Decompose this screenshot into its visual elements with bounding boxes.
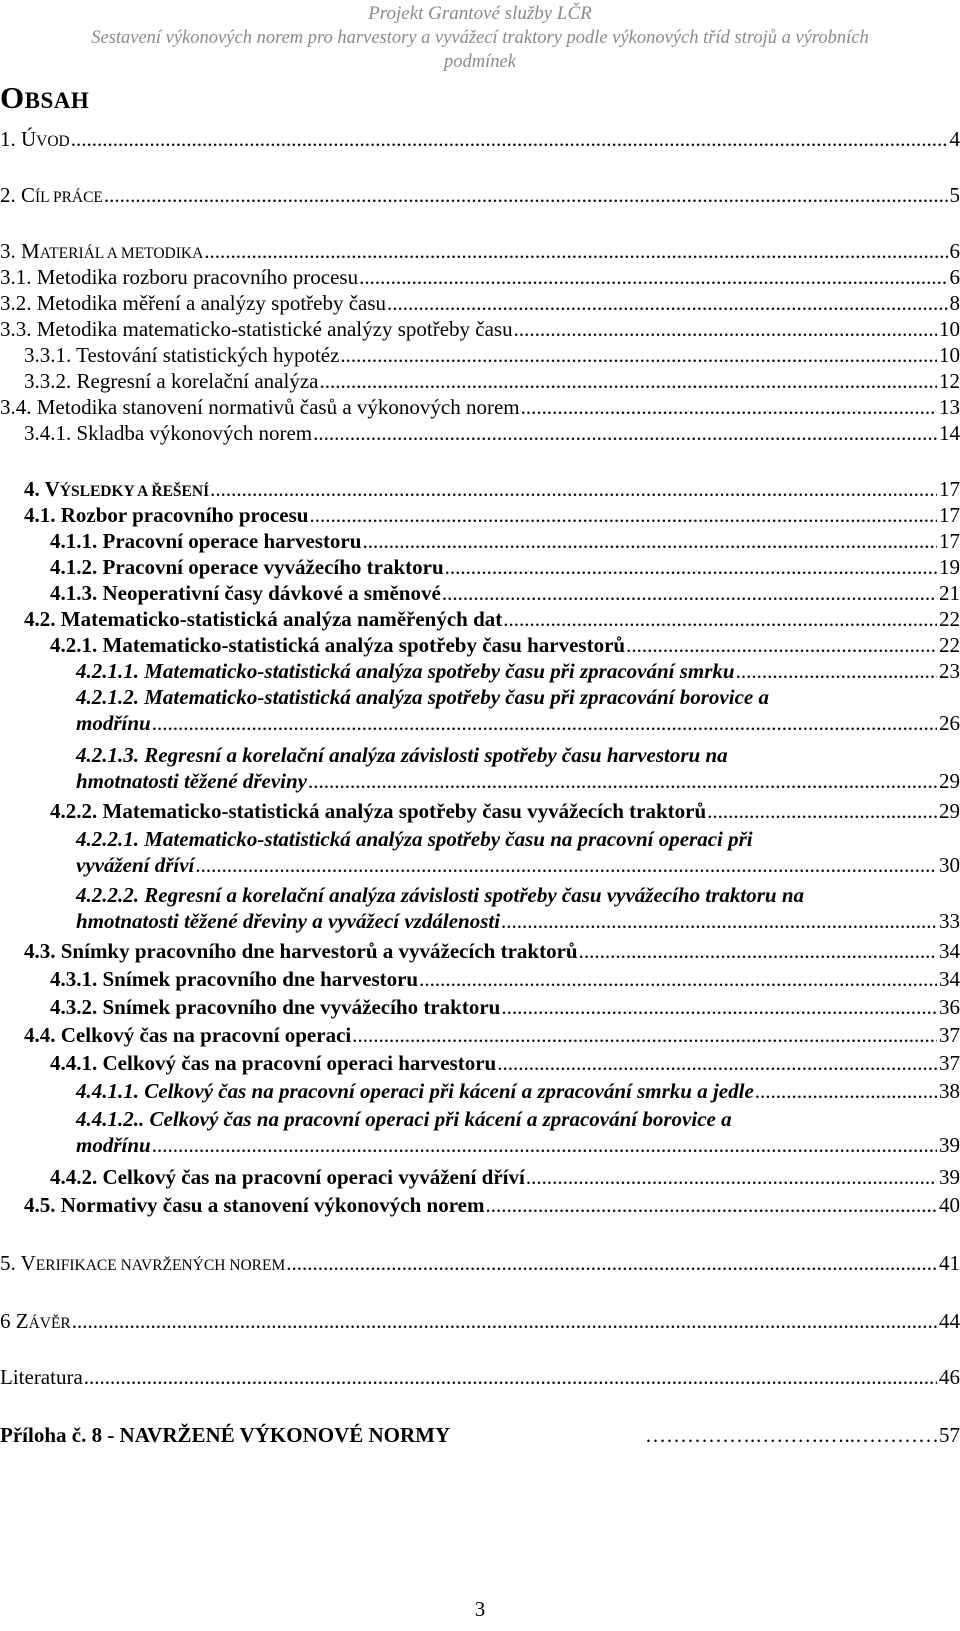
toc-entry-vysledky[interactable]: 4. VÝSLEDKY A ŘEŠENÍ ..... 17 — [0, 476, 960, 505]
toc-entry-4-1-1[interactable]: 4.1.1. Pracovní operace harvestoru ..... 17 — [0, 528, 960, 554]
page-number: 3 — [474, 1597, 486, 1621]
toc-entry-4-2-1-1[interactable]: 4.2.1.1. Matematicko-statistická analýza spotřeby času při zpracování smrku ..... 23 — [0, 658, 960, 684]
toc-entry-4-1-2[interactable]: 4.1.2. Pracovní operace vyvážecího traktoru ..... 19 — [0, 554, 960, 580]
toc-entry-3-3[interactable]: 3.3. Metodika matematicko-statistické analýzy spotřeby času ..... 10 — [0, 316, 960, 342]
toc-entry-4-2-2-2[interactable]: 4.2.2.2. Regresní a korelační analýza závislosti spotřeby času vyvážecího traktoru na hmotnatosti těžené dřeviny a vyvážecí vzdálenosti ..... 33 — [0, 882, 960, 934]
toc-page-number: 5 — [949, 183, 960, 207]
toc-entry-3-4[interactable]: 3.4. Metodika stanovení normativů časů a výkonových norem ..... 13 — [0, 394, 960, 420]
toc-entry-3-1[interactable]: 3.1. Metodika rozboru pracovního procesu ..... 6 — [0, 264, 960, 290]
toc-entry-3-2[interactable]: 3.2. Metodika měření a analýzy spotřeby času ..... 8 — [0, 290, 960, 316]
toc-leader: …………….……….…..………… — [645, 1423, 939, 1447]
header-project: Projekt Grantové služby LČR — [368, 3, 592, 24]
toc-entry-4-2-1-3[interactable]: 4.2.1.3. Regresní a korelační analýza závislosti spotřeby času harvestoru na hmotnatosti těžené dřeviny ..... 29 — [0, 742, 960, 794]
toc-entry-4-2-1-2[interactable]: 4.2.1.2. Matematicko-statistická analýza spotřeby času při zpracování borovice a modřínu ..... 26 — [0, 684, 960, 736]
toc-entry-4-1[interactable]: 4.1. Rozbor pracovního procesu ..... 17 — [0, 502, 960, 528]
toc-entry-zaver[interactable]: 6 ZÁVĚR ..... 44 — [0, 1308, 960, 1337]
toc-entry-4-1-3[interactable]: 4.1.3. Neoperativní časy dávkové a směnové ..... 21 — [0, 580, 960, 606]
toc-entry-verifikace[interactable]: 5. VERIFIKACE NAVRŽENÝCH NOREM ..... 41 — [0, 1250, 960, 1279]
toc-page-number: 4 — [949, 127, 960, 151]
toc-entry-priloha[interactable]: Příloha č. 8 - NAVRŽENÉ VÝKONOVÉ NORMY …………….……….…..………… 57 — [0, 1423, 960, 1447]
toc-entry-4-4[interactable]: 4.4. Celkový čas na pracovní operaci ..... 37 — [0, 1022, 960, 1048]
toc-entry-4-4-2[interactable]: 4.4.2. Celkový čas na pracovní operaci vyvážení dříví ..... 39 — [0, 1164, 960, 1190]
toc-entry-4-2-2[interactable]: 4.2.2. Matematicko-statistická analýza spotřeby času vyvážecích traktorů ..... 29 — [0, 798, 960, 824]
header-subtitle: Sestavení výkonových norem pro harvestory a vyvážecí traktory podle výkonových tříd strojů a výrobních — [91, 28, 869, 48]
toc-entry-literatura[interactable]: Literatura ..... 46 — [0, 1364, 960, 1390]
toc-entry-3-3-1[interactable]: 3.3.1. Testování statistických hypotéz ..... 10 — [0, 342, 960, 368]
toc-entry-3-3-2[interactable]: 3.3.2. Regresní a korelační analýza ..... 12 — [0, 368, 960, 394]
toc-entry-cil-prace[interactable]: 2. CÍL PRÁCE ..... 5 — [0, 182, 960, 211]
toc-entry-4-4-1-1[interactable]: 4.4.1.1. Celkový čas na pracovní operaci při kácení a zpracování smrku a jedle ..... 38 — [0, 1078, 960, 1104]
page-title: OBSAH — [0, 80, 90, 115]
toc-entry-4-2-1[interactable]: 4.2.1. Matematicko-statistická analýza spotřeby času harvestorů ..... 22 — [0, 632, 960, 658]
toc-entry-uvod[interactable]: 1. ÚVOD ..... 4 — [0, 126, 960, 155]
toc-entry-4-4-1[interactable]: 4.4.1. Celkový čas na pracovní operaci harvestoru ..... 37 — [0, 1050, 960, 1076]
document-header — [0, 2, 960, 74]
toc-page-number: 6 — [949, 239, 960, 263]
toc-entry-4-2-2-1[interactable]: 4.2.2.1. Matematicko-statistická analýza spotřeby času na pracovní operaci při vyvážení dříví ..... 30 — [0, 826, 960, 878]
toc-entry-4-5[interactable]: 4.5. Normativy času a stanovení výkonových norem ..... 40 — [0, 1192, 960, 1218]
toc-entry-4-2[interactable]: 4.2. Matematicko-statistická analýza naměřených dat ..... 22 — [0, 606, 960, 632]
toc-entry-material-metodika[interactable]: 3. MATERIÁL A METODIKA ..... 6 — [0, 238, 960, 267]
toc-entry-3-4-1[interactable]: 3.4.1. Skladba výkonových norem ..... 14 — [0, 420, 960, 446]
header-subtitle-cont: podmínek — [444, 52, 516, 72]
toc-entry-4-3[interactable]: 4.3. Snímky pracovního dne harvestorů a vyvážecích traktorů ..... 34 — [0, 938, 960, 964]
toc-entry-4-3-1[interactable]: 4.3.1. Snímek pracovního dne harvestoru ..... 34 — [0, 966, 960, 992]
toc-entry-4-3-2[interactable]: 4.3.2. Snímek pracovního dne vyvážecího traktoru ..... 36 — [0, 994, 960, 1020]
toc-entry-4-4-1-2[interactable]: 4.4.1.2.. Celkový čas na pracovní operaci při kácení a zpracování borovice a modřínu ..... 39 — [0, 1106, 960, 1158]
